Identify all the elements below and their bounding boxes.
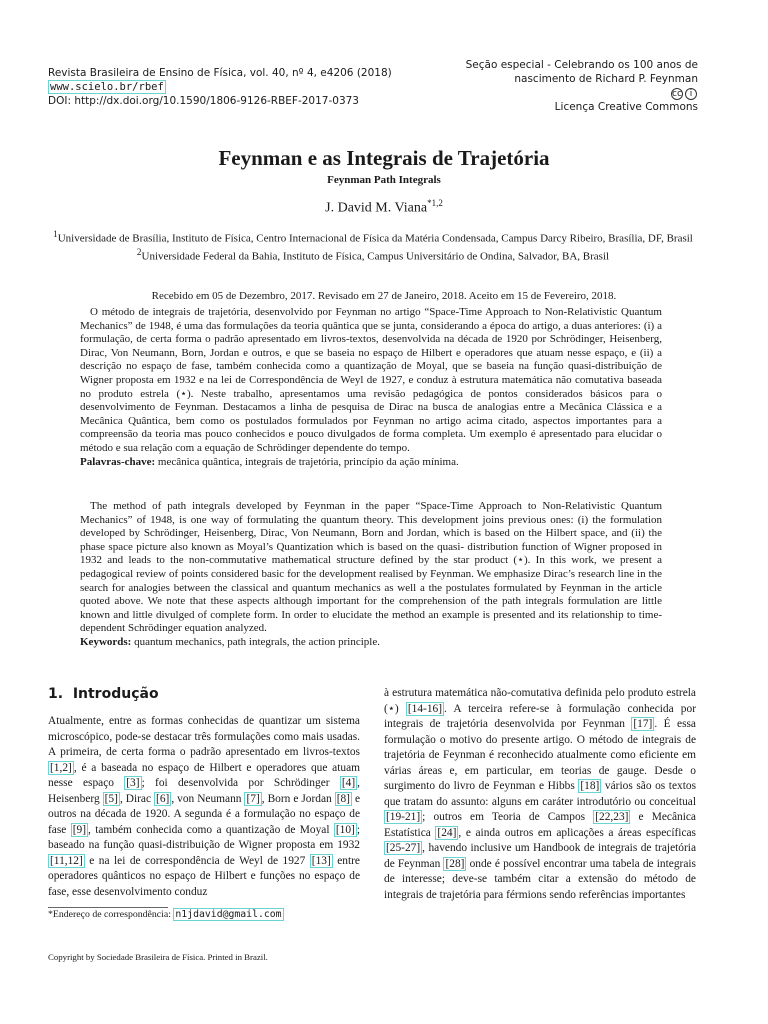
citation-link[interactable]: [1,2]: [50, 761, 72, 774]
intro-left-column: [48, 714, 360, 900]
citation-link[interactable]: [18]: [580, 780, 600, 792]
affiliation-2: [48, 246, 698, 264]
citation-link[interactable]: [9]: [72, 823, 86, 836]
copyright-notice: Copyright by Sociedade Brasileira de Física. Printed in Brazil.: [48, 952, 268, 962]
affiliation-1-text: Universidade de Brasília, Instituto de Física, Centro Internacional de Física da Matéria Condensada, Campus Darcy Ribeiro, Brasília, DF, Brasil: [57, 232, 693, 245]
section-number: 1.: [48, 686, 64, 702]
citation-link[interactable]: [13]: [311, 854, 331, 867]
citation-link[interactable]: [4]: [341, 777, 356, 789]
footnote-label: *Endereço de correspondência:: [48, 909, 171, 920]
citation-link[interactable]: [3]: [126, 777, 140, 789]
paper-title: Feynman e as Integrais de Trajetória: [218, 146, 550, 170]
author-line: [0, 198, 768, 217]
citation-link[interactable]: [6]: [156, 792, 170, 805]
abstract-english: [80, 500, 662, 650]
intro-right-paragraph: à estrutura matemática não-comutativa definida pelo produto estrela (⋆) [14-16] . A terceira refere-se à formulação conhecida por integrais de trajetória desenvolvida por Feynman [17] . É essa formulação o motivo do presente artigo. O método de integrais de trajetória de Feynman é reconhecido atualmente como eficiente em várias áreas e, em particular, em teorias de gauge. Desde o surgimento do livro de Feynman e Hibbs [18] vários são os textos que tratam do assunto: alguns em caráter introdutório ou conceitual [19-21] ; outros em Teoria de Campos [22,23] e Mecânica Estatística [24] , e ainda outros em aplicações a áreas específicas [25-27] , havendo inclusive um Handbook de integrais de trajetória de Feynman [28] onde é possível encontrar uma tabela de integrais de interesse; deve-se também citar a extensão do método de integrais de trajetória para férmions sendo referências importantes: [384, 687, 697, 901]
abstract-en-text: The method of path integrals developed by Feynman in the paper “Space-Time Approach to Non-Relativistic Quantum Mechanics” of 1948, is one way of formulating the quantum theory. This development joins previous ones: (i) the formulation developed by Schrödinger, Heisenberg, Dirac, Von Neumann, Born and Jordan, which is based on the Hilbert space, and (ii) the phase space picture also known as Moyal’s Quantization which is based on the quasi- distribution function of Wigner proposed in 1932 and leads to the non-commutative mathematical structure defined by the star product (⋆). In this work, we present a pedagogical review of points considered basic for the development realised by Feynman. We emphasize Dirac’s research line in the search for analogies between the classical and quantum mechanics as well a the postulates formulated by Feynman in the article quoted above. We note that these aspects although important for the comprehension of the path integrals formulation are little known and little divulged of complete form. In order to elucidate the method an example is presented and its relationship to time-dependent Schrödinger equation analyzed.: [80, 500, 662, 635]
cc-license-icon: cc i: [466, 86, 698, 100]
citation-link[interactable]: [25-27]: [386, 842, 421, 854]
citation-link[interactable]: [19-21]: [386, 811, 421, 823]
citation-link[interactable]: [11,12]: [50, 854, 83, 867]
footnote-divider: [48, 907, 168, 908]
section-heading: [48, 686, 159, 702]
author-name: J. David M. Viana: [325, 200, 428, 216]
affiliation-1: [48, 228, 698, 246]
affiliations: [48, 228, 698, 264]
journal-header: [48, 66, 392, 108]
footnote: [48, 909, 284, 920]
special-section-line1: Seção especial - Celebrando os 100 anos de: [465, 59, 698, 71]
journal-citation: Revista Brasileira de Ensino de Física, vol. 40, nº 4, e4206 (2018): [48, 67, 392, 79]
affiliation-2-text: Universidade Federal da Bahia, Instituto de Física, Campus Universitário de Ondina, Salvador, BA, Brasil: [141, 250, 610, 263]
keywords-en-text: quantum mechanics, path integrals, the action principle.: [134, 635, 380, 648]
citation-link[interactable]: [10]: [335, 823, 355, 836]
journal-url-link[interactable]: www.scielo.br/rbef: [50, 81, 164, 93]
citation-link[interactable]: [22,23]: [595, 811, 629, 823]
section-title: Introdução: [72, 686, 159, 702]
citation-link[interactable]: [24]: [437, 826, 457, 839]
affiliation-2-sup: 2: [136, 247, 142, 258]
keywords-pt: [80, 456, 662, 470]
email-link[interactable]: n1jdavid@gmail.com: [175, 909, 282, 920]
citation-link[interactable]: [14-16]: [407, 702, 443, 715]
doi-line[interactable]: DOI: http://dx.doi.org/10.1590/1806-9126-RBEF-2017-0373: [48, 95, 359, 107]
paper-subtitle: Feynman Path Integrals: [327, 174, 441, 186]
license-text: Licença Creative Commons: [554, 101, 698, 113]
abstract-pt-text: O método de integrais de trajetória, desenvolvido por Feynman no artigo “Space-Time Approach to Non-Relativistic Quantum Mechanics” de 1948, é uma das formulações da teoria quântica que se junta, considerando a época do artigo, a duas anteriores: (i) a formulação, de certa forma o padrão apresentado em livros-textos, desenvolvida na década de 1920 por Schrödinger, Heisenberg, Dirac, Von Neumann, Born, Jordan e outros, e que se baseia no espaço de Hilbert e operadores que atuam nesse espaço, e (ii) a descrição no espaço de fase, também conhecida como a quantização de Moyal, que se baseia na função quasi-distribuição de Wigner proposta em 1932 e na lei de Correspondência de Weyl de 1927, e conduz à estrutura matemática não comutativa baseada no produto estrela (⋆). Neste trabalho, apresentamos uma revisão pedagógica de pontos considerados básicos para o desenvolvimento de Feynman. Destacamos a linha de pesquisa de Dirac na busca de analogias entre a Mecânica Clássica e a Mecânica Quântica, bem como os postulados formulados por Feynman no artigo acima citado, aspectos importantes para a compreensão da teoria mas pouco conhecidos e pouco divulgados de forma completa. Um exemplo é apresentado para elucidar o método e sua relação com a equação de Schrödinger dependente do tempo.: [80, 306, 662, 454]
received-dates: Recebido em 05 de Dezembro, 2017. Revisado em 27 de Janeiro, 2018. Aceito em 15 de Fevereiro, 2018.: [151, 290, 617, 302]
intro-right-column: [384, 686, 696, 903]
citation-link[interactable]: [8]: [336, 792, 350, 805]
keywords-en-label: Keywords:: [80, 635, 132, 648]
special-section-line2: nascimento de Richard P. Feynman: [514, 73, 698, 85]
citation-link[interactable]: [5]: [104, 792, 118, 805]
keywords-pt-label: Palavras-chave:: [80, 455, 156, 468]
citation-link[interactable]: [7]: [246, 792, 260, 805]
keywords-en: [80, 636, 662, 650]
citation-link[interactable]: [28]: [445, 857, 465, 870]
citation-link[interactable]: [17]: [633, 718, 653, 730]
abstract-portuguese: [80, 306, 662, 469]
affiliation-1-sup: 1: [53, 229, 58, 239]
author-superscript: *1,2: [427, 198, 443, 208]
intro-left-paragraph: Atualmente, entre as formas conhecidas de quantizar um sistema microscópico, pode-se destacar três formulações como mais usadas. A primeira, de certa forma o padrão apresentado em livros-textos [1,2] , é a baseada no espaço de Hilbert e operadores que atuam nesse espaço [3] ; foi desenvolvida por Schrödinger [4] , Heisenberg [5] , Dirac [6] , von Neumann [7] , Born e Jordan [8] e outros na década de 1920. A segunda é a formulação no espaço de fase [9] , também conhecida como a quantização de Moyal [10] ; baseado na função quasi-distribuição de Wigner proposta em 1932 [11,12] e na lei de correspondência de Weyl de 1927 [13] entre operadores quânticos no espaço de Hilbert e funções no espaço de fase, esse desenvolvimento conduz: [48, 715, 361, 898]
section-header: [466, 58, 698, 114]
keywords-pt-text: mecânica quântica, integrais de trajetória, princípio da ação mínima.: [157, 455, 459, 468]
